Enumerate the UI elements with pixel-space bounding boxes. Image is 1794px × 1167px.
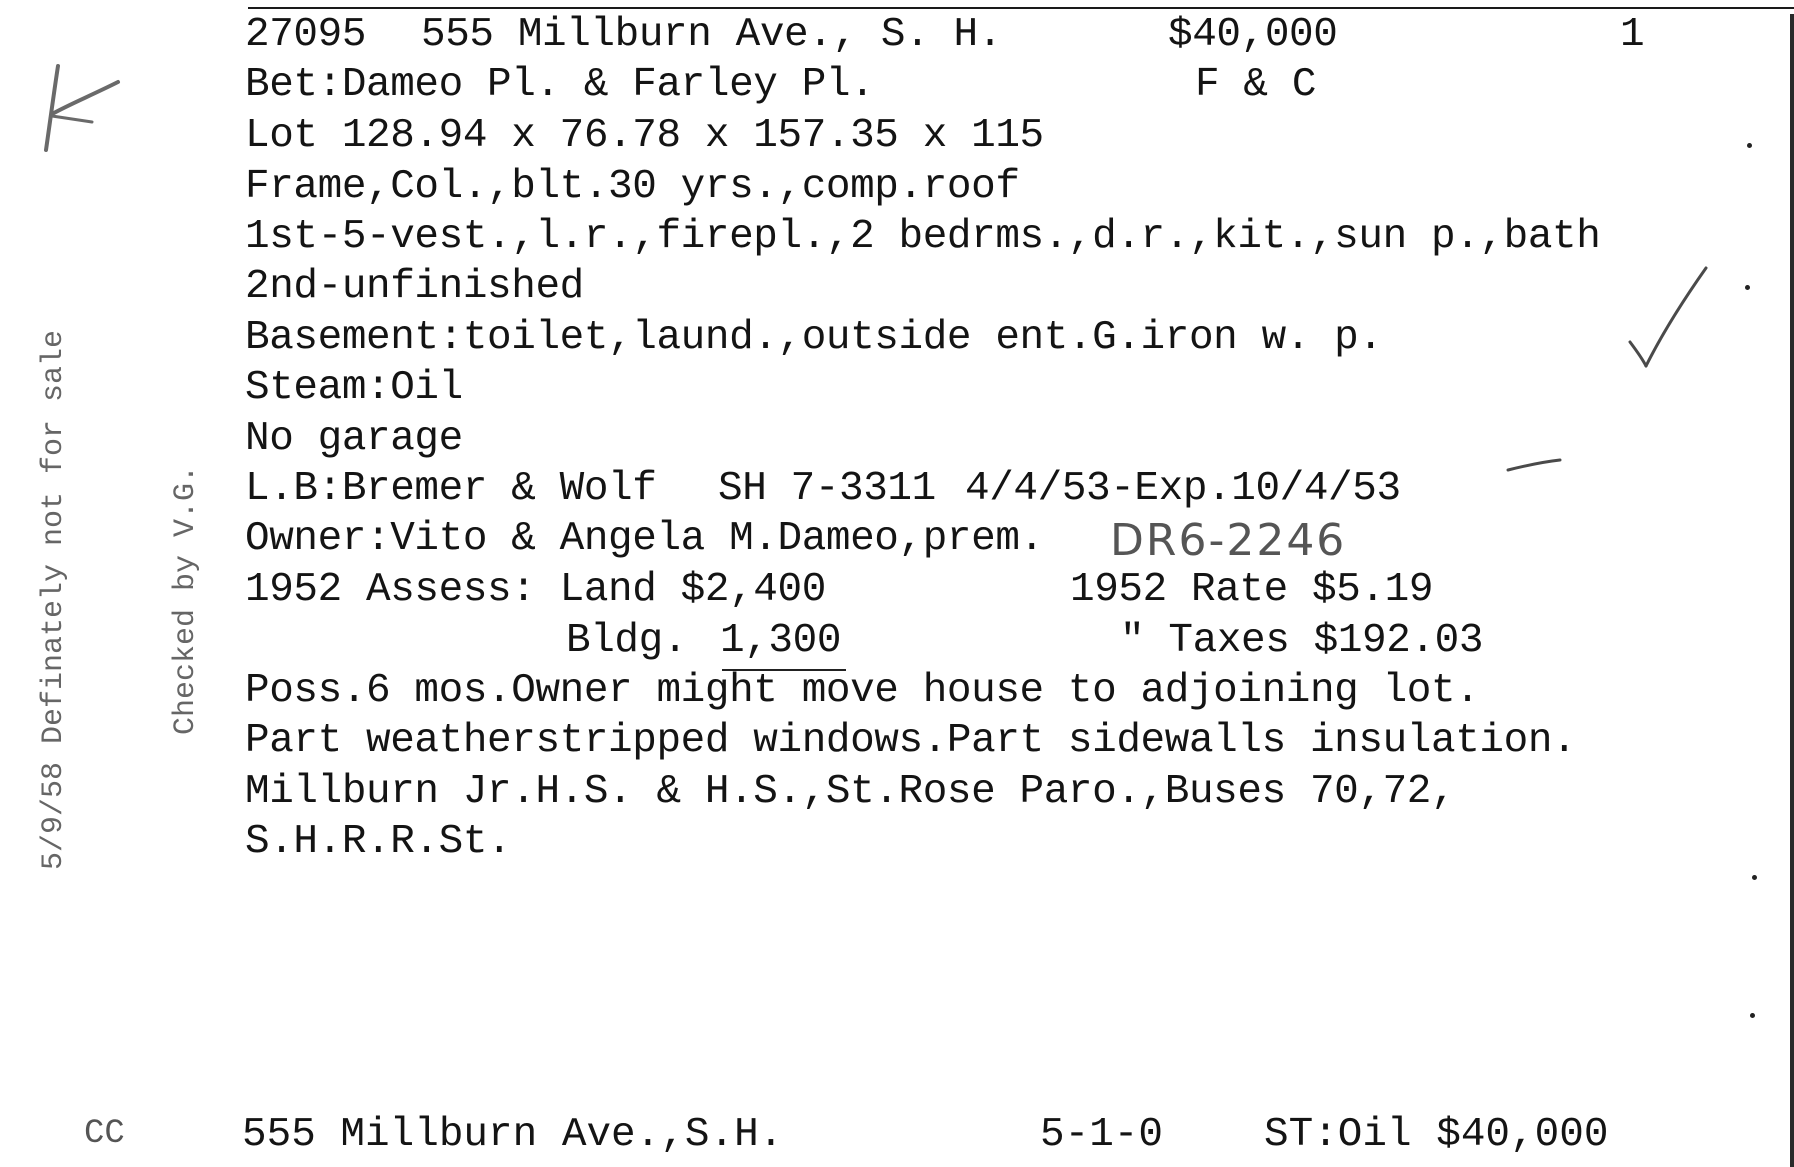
remark-line: Poss.6 mos.Owner might move house to adjoining lot. [245,668,1480,714]
listing-broker: L.B:Bremer & Wolf [245,466,657,512]
handwritten-k-mark [18,52,128,162]
remark-line: S.H.R.R.St. [245,819,512,865]
ink-speck [1752,875,1757,880]
construction: Frame,Col.,blt.30 yrs.,comp.roof [245,164,1020,210]
listing-address: 555 Millburn Ave., S. H. [421,12,1002,58]
broker-phone: SH 7-3311 [718,466,936,512]
heating: Steam:Oil [245,365,463,411]
side-note-line: 5/9/58 Definately not for sale [37,329,71,871]
ink-speck [1745,285,1750,290]
side-note-line: Checked by V.G. [169,464,203,736]
handwritten-phone: DR6-2246 [1110,515,1347,566]
second-floor: 2nd-unfinished [245,264,584,310]
footer-cc: CC [84,1115,125,1153]
footer-summary: ST:Oil $40,000 [1264,1112,1609,1158]
card-number: 1 [1620,12,1645,58]
basement: Basement:toilet,laund.,outside ent.G.iron w. p. [245,315,1383,361]
listing-id: 27095 [245,12,367,58]
remark-line: Part weatherstripped windows.Part sidewalls insulation. [245,718,1577,764]
check-mark-icon [1622,262,1712,374]
between-streets: Bet:Dameo Pl. & Farley Pl. [245,62,875,108]
ink-speck [1747,143,1752,148]
lot-size: Lot 128.94 x 76.78 x 157.35 x 115 [245,113,1044,159]
owner: Owner:Vito & Angela M.Dameo,prem. [245,516,1044,562]
assessment-bldg-value: 1,300 [720,618,842,664]
taxes: " Taxes $192.03 [1120,618,1484,664]
remark-line: Millburn Jr.H.S. & H.S.,St.Rose Paro.,Buses 70,72, [245,769,1456,815]
assessment-land: 1952 Assess: Land $2,400 [245,567,826,613]
listing-dates: 4/4/53-Exp.10/4/53 [965,466,1401,512]
garage: No garage [245,416,463,462]
footer-rooms: 5-1-0 [1040,1112,1164,1158]
card-right-edge [1790,14,1794,1167]
assessment-bldg-label: Bldg. [566,618,688,664]
ink-speck [1750,1013,1755,1018]
pencil-dash-mark [1504,456,1564,476]
footer-address: 555 Millburn Ave.,S.H. [242,1112,784,1158]
first-floor: 1st-5-vest.,l.r.,firepl.,2 bedrms.,d.r.,kit.,sun p.,bath [245,214,1601,260]
tax-rate: 1952 Rate $5.19 [1070,567,1434,613]
card-top-edge [248,7,1794,9]
listing-price: $40,000 [1168,12,1338,58]
code-label: F & C [1195,62,1317,108]
